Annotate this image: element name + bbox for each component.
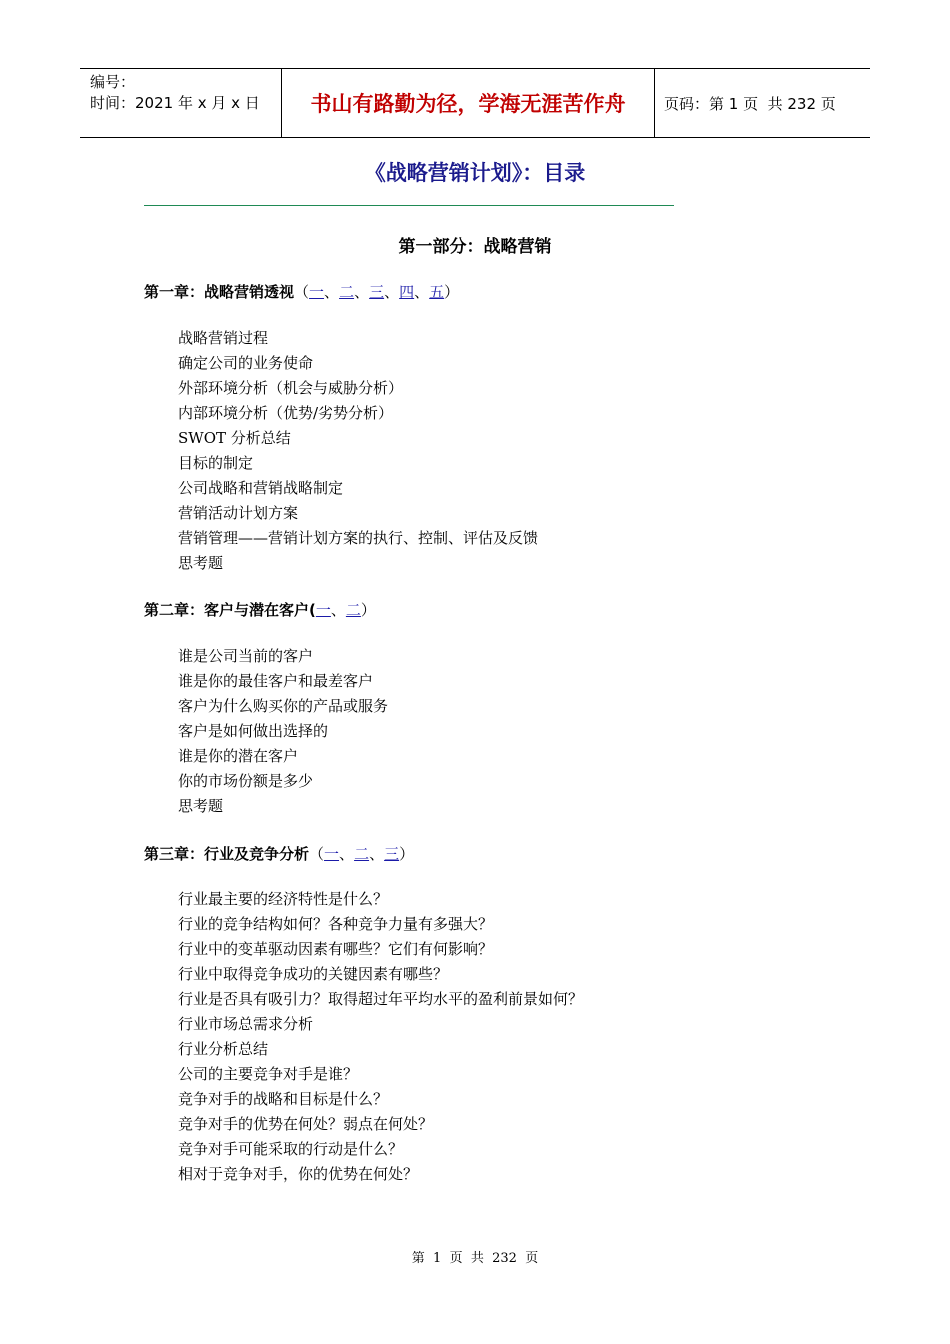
chapter-paren-open: （ (309, 845, 325, 863)
list-item: 竞争对手的优势在何处？弱点在何处？ (178, 1115, 434, 1133)
number-label: 编号： (90, 73, 136, 91)
list-item: 竞争对手可能采取的行动是什么？ (178, 1140, 404, 1158)
list-item: 公司的主要竞争对手是谁？ (178, 1065, 359, 1083)
list-item: 行业分析总结 (178, 1040, 269, 1058)
list-item: 行业中的变革驱动因素有哪些？它们有何影响？ (178, 940, 494, 958)
list-item: 思考题 (178, 797, 224, 815)
time-label: 时间：2021 年 x 月 x 日 (90, 94, 260, 112)
chapter-1-link-3[interactable]: 三 (369, 283, 385, 301)
list-item: 思考题 (178, 554, 224, 572)
chapter-1-heading: 第一章：战略营销透视（一、二、三、四、五） (144, 283, 460, 301)
chapter-title: 第二章：客户与潜在客户 (144, 601, 310, 619)
list-item: 营销管理——营销计划方案的执行、控制、评估及反馈 (178, 529, 539, 547)
header-motto: 书山有路勤为径，学海无涯苦作舟 (281, 69, 655, 137)
document-title: 《战略营销计划》：目录 (364, 161, 586, 185)
list-item: 行业中取得竞争成功的关键因素有哪些？ (178, 965, 449, 983)
page-info-text: 页码：第 1 页 共 232 页 (664, 94, 836, 113)
list-item: 行业市场总需求分析 (178, 1015, 314, 1033)
chapter-1-link-2[interactable]: 二 (339, 283, 355, 301)
title-divider (144, 205, 674, 206)
chapter-title: 第一章：战略营销透视 (144, 283, 295, 301)
list-item: 谁是公司当前的客户 (178, 647, 314, 665)
chapter-paren-open: （ (294, 283, 310, 301)
chapter-2-link-2[interactable]: 二 (345, 601, 361, 619)
chapter-paren-open: ( (309, 601, 316, 619)
list-item: 你的市场份额是多少 (178, 772, 314, 790)
list-item: 竞争对手的战略和目标是什么？ (178, 1090, 389, 1108)
chapter-2-link-1[interactable]: 一 (315, 601, 331, 619)
chapter-3-link-1[interactable]: 一 (324, 845, 340, 863)
chapter-3-heading: 第三章：行业及竞争分析（一、二、三） (144, 845, 415, 863)
chapter-1-items (178, 326, 538, 576)
chapter-3-link-3[interactable]: 三 (384, 845, 400, 863)
list-item: 行业最主要的经济特性是什么？ (178, 890, 389, 908)
chapter-3-link-2[interactable]: 二 (354, 845, 370, 863)
list-item: 谁是你的潜在客户 (178, 747, 299, 765)
header-meta (80, 69, 281, 137)
list-item: 谁是你的最佳客户和最差客户 (178, 672, 374, 690)
chapter-paren-close: ） (444, 283, 460, 301)
chapter-1-link-5[interactable]: 五 (429, 283, 445, 301)
list-item: SWOT 分析总结 (178, 429, 291, 447)
chapter-3-items (178, 887, 583, 1187)
page-footer: 第 1 页 共 232 页 (411, 1251, 539, 1266)
list-item: 行业是否具有吸引力？取得超过年平均水平的盈利前景如何？ (178, 990, 584, 1008)
chapter-title: 第三章：行业及竞争分析 (144, 845, 310, 863)
chapter-paren-close: ） (399, 845, 415, 863)
list-item: 外部环境分析（机会与威胁分析） (178, 379, 404, 397)
list-item: 客户为什么购买你的产品或服务 (178, 697, 389, 715)
list-item: 目标的制定 (178, 454, 254, 472)
list-item: 战略营销过程 (178, 329, 269, 347)
list-item: 行业的竞争结构如何？各种竞争力量有多强大？ (178, 915, 494, 933)
chapter-1-link-4[interactable]: 四 (399, 283, 415, 301)
chapter-paren-close: ） (360, 601, 376, 619)
list-item: 营销活动计划方案 (178, 504, 299, 522)
header-page-info (655, 69, 870, 137)
list-item: 公司战略和营销战略制定 (178, 479, 344, 497)
list-item: 客户是如何做出选择的 (178, 722, 329, 740)
list-item: 相对于竞争对手，你的优势在何处？ (178, 1165, 419, 1183)
chapter-2-items (178, 644, 388, 819)
header-table (80, 68, 870, 138)
chapter-1-link-1[interactable]: 一 (309, 283, 325, 301)
list-item: 内部环境分析（优势/劣势分析） (178, 404, 394, 422)
chapter-2-heading: 第二章：客户与潜在客户(一、二） (144, 601, 376, 619)
list-item: 确定公司的业务使命 (178, 354, 314, 372)
part-title: 第一部分：战略营销 (398, 237, 552, 257)
